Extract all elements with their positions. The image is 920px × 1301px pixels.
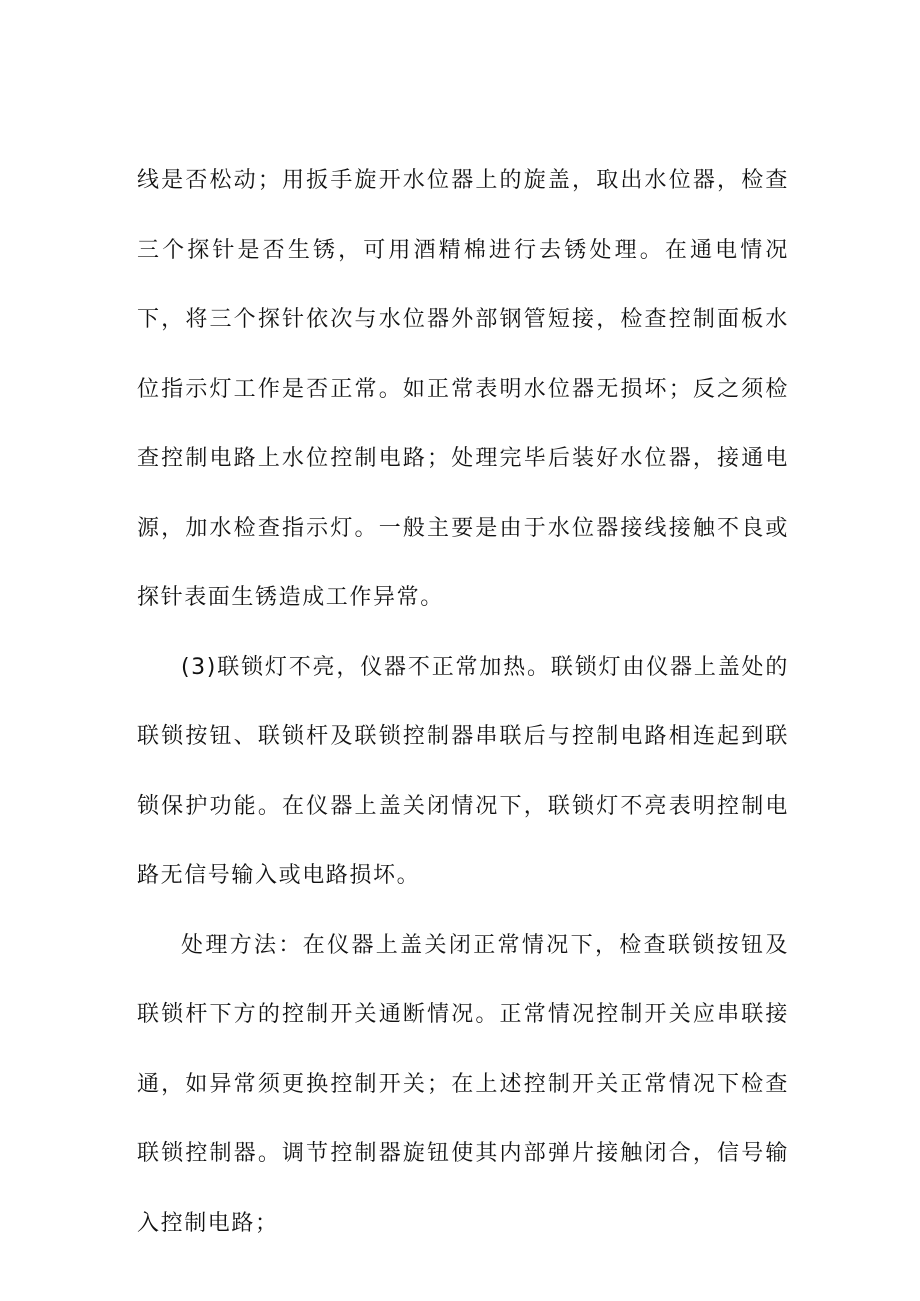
paragraph-interlock-solution: 处理方法：在仪器上盖关闭正常情况下，检查联锁按钮及联锁杆下方的控制开关通断情况。正常情况控制开关应串联接通，如异常须更换控制开关；在上述控制开关正常情况下检查联锁控制器。调节控制器旋钮使其内部弹片接触闭合，信号输入控制电路； [137,932,789,1236]
paragraph-interlock-light-fault: (3)联锁灯不亮，仪器不正常加热。联锁灯由仪器上盖处的联锁按钮、联锁杆及联锁控制器串联后与控制电路相连起到联锁保护功能。在仪器上盖关闭情况下，联锁灯不亮表明控制电路无信号输入或电路损坏。 [137,654,789,888]
paragraph-water-level-check: 线是否松动；用扳手旋开水位器上的旋盖，取出水位器，检查三个探针是否生锈，可用酒精棉进行去锈处理。在通电情况下，将三个探针依次与水位器外部钢管短接，检查控制面板水位指示灯工作是否正常。如正常表明水位器无损坏；反之须检查控制电路上水位控制电路；处理完毕后装好水位器，接通电源，加水检查指示灯。一般主要是由于水位器接线接触不良或探针表面生锈造成工作异常。 [137,168,789,610]
body-text [137,146,789,1258]
